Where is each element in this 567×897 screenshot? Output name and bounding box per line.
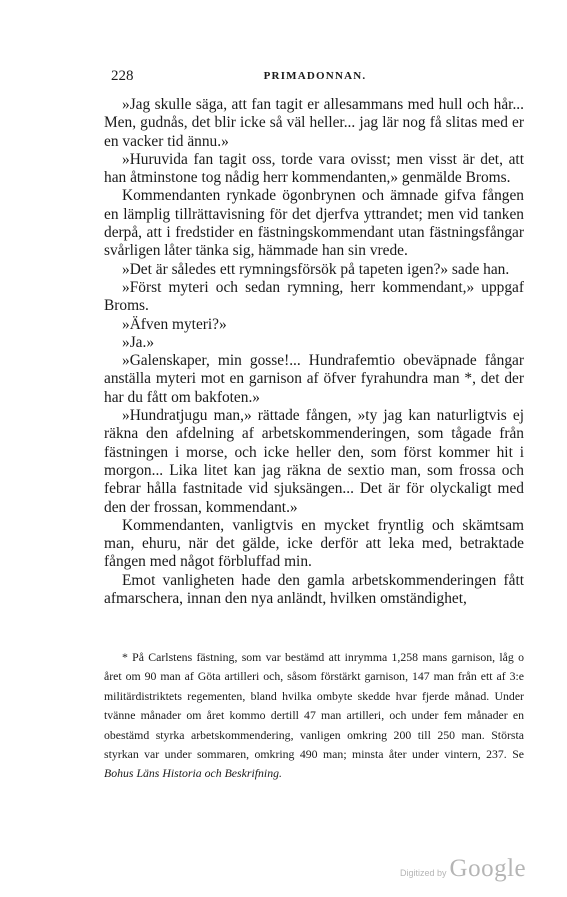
- footnote: [104, 648, 524, 784]
- watermark-caption: Digitized by: [400, 868, 447, 878]
- running-head: PRIMADONNAN.: [263, 70, 367, 82]
- paragraph: »Äfven myteri?»: [122, 315, 227, 333]
- paragraph: »Först myteri och sedan rymning, herr kommendant,» uppgaf Broms.: [104, 278, 524, 315]
- digitized-watermark: [400, 855, 526, 883]
- google-logo: Google: [449, 855, 527, 882]
- paragraph: Emot vanligheten hade den gamla arbetskommenderingen fått afmarschera, innan den nya anländt, hvilken omständighet,: [104, 571, 524, 608]
- footnote-source-title: Bohus Läns Historia och Beskrifning.: [104, 766, 282, 781]
- page-header: [111, 68, 519, 88]
- page-number: 228: [111, 68, 134, 84]
- paragraph: »Jag skulle säga, att fan tagit er allesammans med hull och hår... Men, gudnås, det blir icke så väl heller... jag lär nog få slitas med er en vacker tid ännu.»: [104, 96, 524, 150]
- footnote-body: * På Carlstens fästning, som var bestämd att inrymma 1,258 mans garnison, låg o året om 90 man af Göta artilleri och, såsom förstärkt garnison, 147 man från ett af 3:e militärdistriktets regementen, bland hvilka ombyte skedde hvar fjerde månad. Under tvänne månader om året kommo dertill 47 man artilleri, och under fem månader en obestämd styrka arbetskommendering, vanligen omkring 200 till 250 man. Största styrkan var under sommaren, omkring 490 man; minsta åter under vintern, 237. Se: [104, 650, 524, 762]
- paragraph: Kommendanten rynkade ögonbrynen och ämnade gifva fången en lämplig tillrättavisning för det djerfva yttrandet; men vid tanken derpå, att i fredstider en fästningskommendant utan fästningsfångar svårligen låter tänka sig, hämmade han sin vrede.: [104, 187, 524, 260]
- paragraph: Kommendanten, vanligtvis en mycket fryntlig och skämtsam man, ehuru, när det gälde, icke derför att leka med, betraktade fången med något förbluffad min.: [104, 516, 524, 571]
- paragraph: »Ja.»: [122, 333, 155, 351]
- footnote-text: [104, 648, 524, 784]
- paragraph: »Galenskaper, min gosse!... Hundrafemtio obeväpnade fångar anställa myteri mot en garnison af öfver fyrahundra man *, det der har du fått om bakfoten.»: [104, 352, 524, 406]
- paragraph: »Hundratjugu man,» rättade fången, »ty jag kan naturligtvis ej räkna den afdelning af arbetskommenderingen, som tågade från fästningen i morse, och icke heller den, som först kommer hit i morgon... Lika litet kan jag räkna de sextio man, som frossa och febrar hålla fastnitade vid sjuksängen... Det är för olyckaligt med den der frossan, kommendant.»: [104, 407, 524, 516]
- paragraph: »Det är således ett rymningsförsök på tapeten igen?» sade han.: [122, 260, 510, 278]
- body-text: [104, 96, 524, 608]
- paragraph: »Huruvida fan tagit oss, torde vara ovisst; men visst är det, att han åtminstone tog nådig herr kommendanten,» genmälde Broms.: [104, 150, 524, 187]
